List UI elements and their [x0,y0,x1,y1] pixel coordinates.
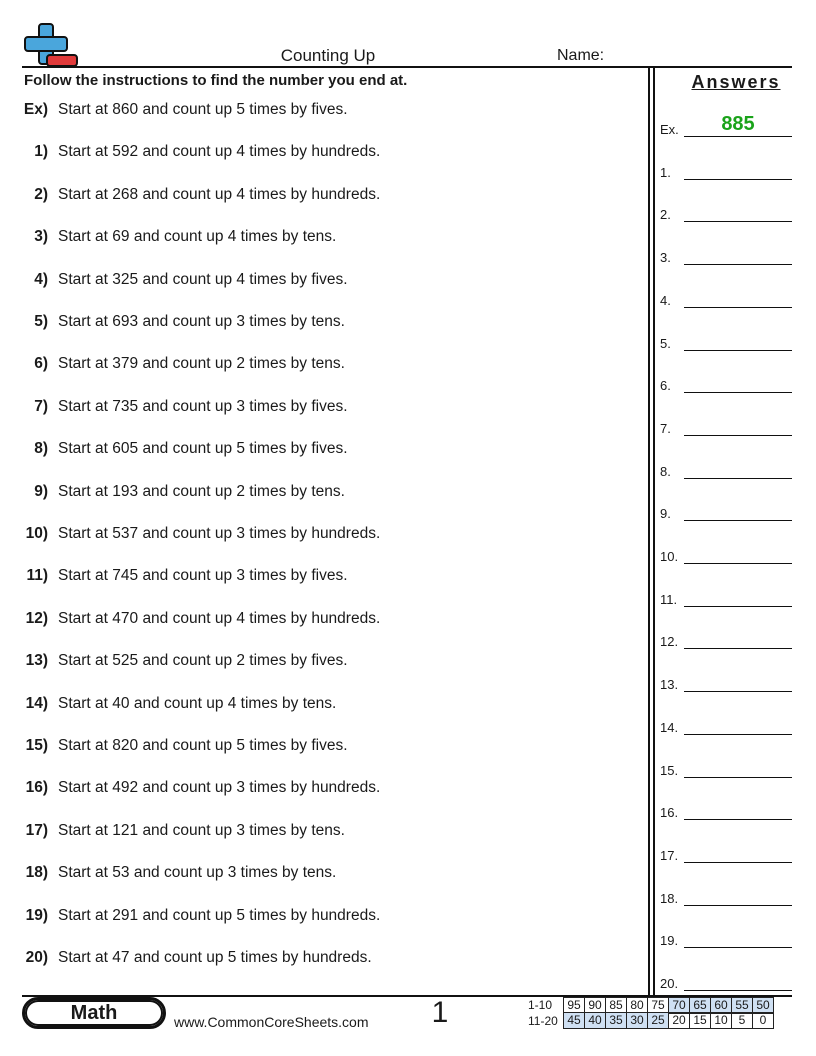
question-number: 18) [25,864,48,882]
answer-row [660,235,792,265]
answer-label: 11. [660,591,678,607]
answer-blank[interactable] [684,136,792,137]
answer-row [660,534,792,564]
question-text: Start at 325 and count up 4 times by fives. [58,270,348,288]
answer-row [660,748,792,778]
question-text: Start at 605 and count up 5 times by fives. [58,440,348,458]
question-number: 6) [34,355,48,373]
score-key-cell: 5 [731,1012,753,1029]
question-text: Start at 291 and count up 5 times by hundreds. [58,906,381,924]
score-key-cell: 20 [668,1012,690,1029]
question-text: Start at 53 and count up 3 times by tens. [58,864,337,882]
question-number: 2) [34,185,48,203]
answer-row [660,192,792,222]
answer-label: 7. [660,420,671,436]
answer-label: 12. [660,634,679,650]
answer-label: 19. [660,933,679,949]
answer-label: 17. [660,847,679,863]
question-number: 19) [25,906,48,924]
question-text: Start at 47 and count up 5 times by hundreds. [58,949,372,966]
question-number: 13) [25,652,48,670]
question-number: 1) [34,143,48,161]
score-key-cell: 55 [731,997,753,1014]
answer-row [660,449,792,479]
name-label: Name: [557,47,605,64]
answer-row [660,363,792,393]
question-number: 9) [34,482,48,500]
question-text: Start at 470 and count up 4 times by hundreds. [58,609,381,627]
answer-row [660,876,792,906]
question-number: 3) [34,228,48,246]
score-key-cell: 0 [752,1012,774,1029]
question-number: 10) [25,525,48,542]
score-key [528,997,774,1029]
answer-label: 15. [660,762,679,778]
question-text: Start at 537 and count up 3 times by hundreds. [58,525,381,542]
answer-label: 1. [660,164,671,180]
answer-label: 18. [660,890,679,906]
question-text: Start at 693 and count up 3 times by tens. [58,313,345,330]
page-title: Counting Up [280,46,376,65]
question-text: Start at 745 and count up 3 times by fives. [58,567,348,585]
answer-blank[interactable] [684,734,792,735]
question-text: Start at 379 and count up 2 times by tens. [58,355,345,373]
question-number: 5) [34,313,48,330]
answer-row [660,619,792,649]
answer-blank[interactable] [684,392,792,393]
answer-row [660,577,792,607]
answer-row [660,662,792,692]
column-divider-left [648,68,650,995]
answer-blank[interactable] [684,179,792,180]
question-number: 17) [25,821,48,839]
answer-blank[interactable] [684,221,792,222]
subject-badge: Math [22,997,166,1029]
header-divider [22,66,792,68]
answer-row [660,833,792,863]
answer-blank[interactable] [684,819,792,820]
question-text: Start at 592 and count up 4 times by hundreds. [58,143,381,161]
score-key-cell: 75 [647,997,669,1014]
answer-row [660,107,792,137]
answer-blank[interactable] [684,947,792,948]
score-key-cell: 25 [647,1012,669,1029]
question-number: 14) [25,694,48,712]
answer-blank[interactable] [684,648,792,649]
logo-plus-minus-icon [22,22,80,68]
answer-blank[interactable] [684,862,792,863]
score-key-cell: 40 [584,1012,606,1029]
answer-label: Ex. [660,122,679,137]
answer-label: 4. [660,292,671,308]
score-key-cell: 85 [605,997,627,1014]
question-text: Start at 525 and count up 2 times by fives. [58,652,348,670]
question-text: Start at 193 and count up 2 times by tens. [58,482,345,500]
question-text: Start at 69 and count up 4 times by tens. [58,228,337,246]
answers-title: Answers [691,72,781,92]
score-key-cell: 15 [689,1012,711,1029]
answer-row [660,705,792,735]
answer-label: 14. [660,719,679,735]
question-number: 16) [25,779,48,797]
score-key-cell: 35 [605,1012,627,1029]
answer-row [660,278,792,308]
score-key-cell: 80 [626,997,648,1014]
page-number: 1 [431,996,449,1029]
score-key-row [528,997,774,1013]
question-text: Start at 492 and count up 3 times by hundreds. [58,779,381,797]
answer-blank[interactable] [684,990,792,991]
answer-blank[interactable] [684,264,792,265]
answer-label: 3. [660,250,671,266]
answer-blank[interactable] [684,350,792,351]
answer-label: 9. [660,506,671,522]
answer-row [660,321,792,351]
question-text: Start at 268 and count up 4 times by hundreds. [58,185,381,203]
question-number: Ex) [23,101,48,118]
answer-label: 16. [660,805,679,821]
question-text: Start at 40 and count up 4 times by tens. [58,694,337,712]
score-key-cell: 90 [584,997,606,1014]
answer-blank[interactable] [684,435,792,436]
score-key-range: 1-10 [528,998,553,1012]
answer-row [660,406,792,436]
answer-blank[interactable] [684,307,792,308]
score-key-cell: 30 [626,1012,648,1029]
question-number: 11) [26,567,48,585]
instructions: Follow the instructions to find the number you end at. [24,72,408,89]
answer-row [660,918,792,948]
answer-label: 6. [660,378,671,394]
answer-row [660,790,792,820]
question-number: 12) [25,609,48,627]
answer-row [660,150,792,180]
answer-label: 13. [660,677,679,693]
answer-value: 885 [721,113,755,135]
score-key-cell: 50 [752,997,774,1014]
answer-label: 8. [660,463,671,479]
answer-blank[interactable] [684,563,792,564]
question-number: 20) [25,949,48,966]
score-key-cell: 70 [668,997,690,1014]
answer-label: 2. [660,207,671,223]
answer-blank[interactable] [684,478,792,479]
question-number: 8) [34,440,48,458]
answer-label: 20. [660,976,679,991]
answer-blank[interactable] [684,691,792,692]
question-number: 7) [34,397,48,415]
score-key-cell: 95 [563,997,585,1014]
score-key-cell: 65 [689,997,711,1014]
answer-blank[interactable] [684,520,792,521]
question-number: 15) [25,737,48,754]
score-key-cell: 60 [710,997,732,1014]
answer-label: 5. [660,335,671,351]
question-text: Start at 121 and count up 3 times by tens. [58,821,345,839]
answer-blank[interactable] [684,606,792,607]
footer-url[interactable]: www.CommonCoreSheets.com [174,1014,369,1030]
answer-row [660,491,792,521]
question-number: 4) [34,270,48,288]
score-key-cell: 45 [563,1012,585,1029]
score-key-range: 11-20 [528,1014,558,1028]
answer-row [660,961,792,991]
question-text: Start at 860 and count up 5 times by fives. [58,101,348,118]
question-text: Start at 735 and count up 3 times by fives. [58,397,348,415]
answer-label: 10. [660,549,679,564]
answer-blank[interactable] [684,777,792,778]
score-key-cell: 10 [710,1012,732,1029]
answer-blank[interactable] [684,905,792,906]
score-key-row [528,1013,774,1029]
question-text: Start at 820 and count up 5 times by fives. [58,737,348,754]
column-divider-right [653,68,655,995]
